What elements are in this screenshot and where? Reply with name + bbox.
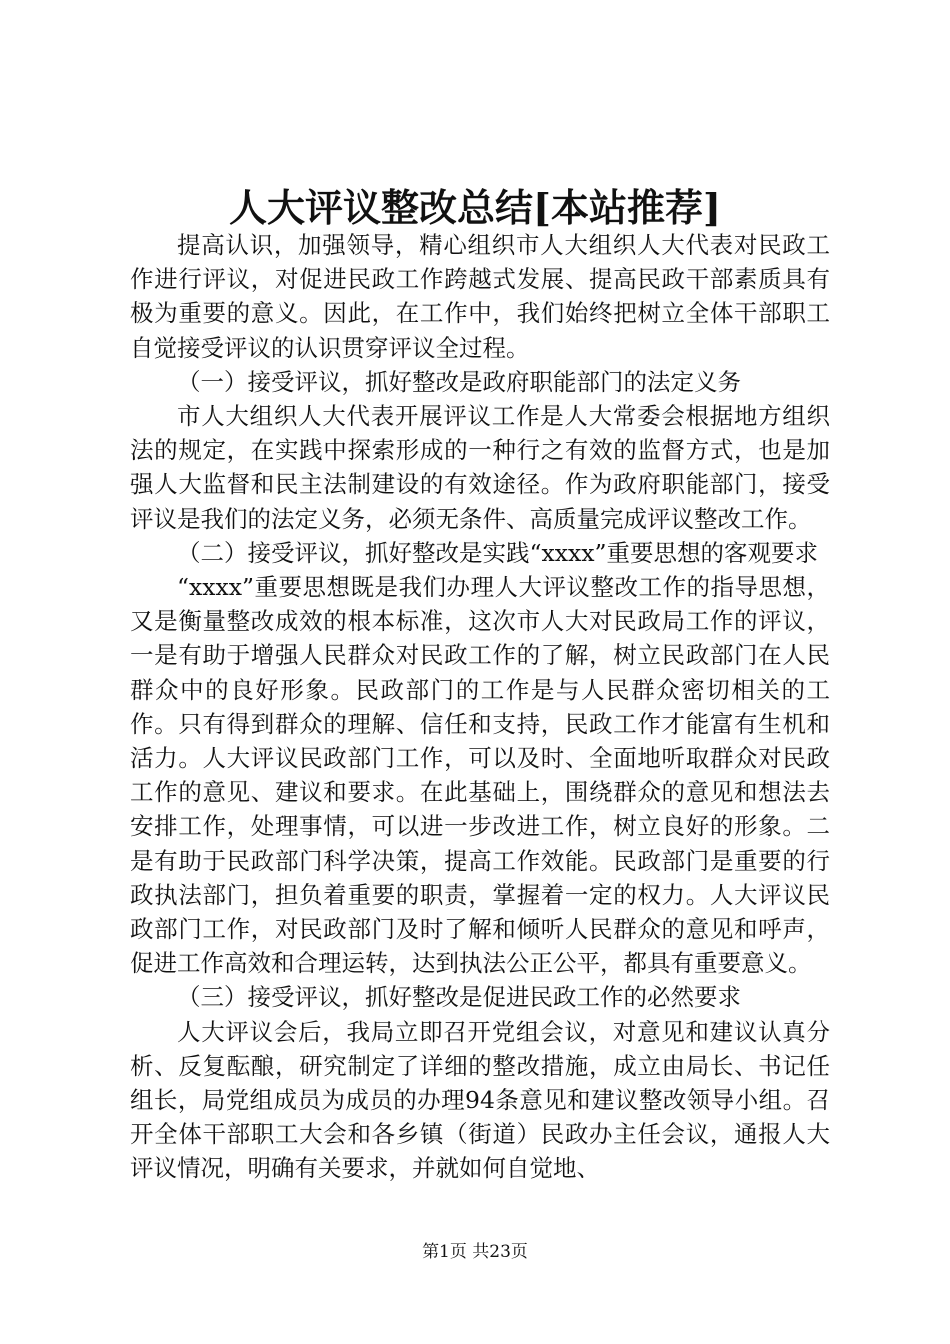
paragraph-section-3: 人大评议会后，我局立即召开党组会议，对意见和建议认真分析、反复酝酿，研究制定了详细的整改措施，成立由局长、书记任组长，局党组成员为成员的办理94条意见和建议整改领导小组。召开全体干部职工大会和各乡镇（街道）民政办主任会议，通报人大评议情况，明确有关要求，并就如何自觉地、: [130, 1017, 830, 1183]
document-title: 人大评议整改总结[本站推荐]: [229, 185, 721, 230]
section-heading-2: （二）接受评议，抓好整改是实践“xxxx”重要思想的客观要求: [177, 538, 819, 567]
paragraph-section-1: 市人大组织人大代表开展评议工作是人大常委会根据地方组织法的规定，在实践中探索形成的一种行之有效的监督方式，也是加强人大监督和民主法制建设的有效途径。作为政府职能部门，接受评议是我们的法定义务，必须无条件、高质量完成评议整改工作。: [130, 402, 830, 533]
section-heading-3: （三）接受评议，抓好整改是促进民政工作的必然要求: [177, 983, 741, 1012]
page-footer: 第1页 共23页: [422, 1242, 528, 1262]
section-heading-1: （一）接受评议，抓好整改是政府职能部门的法定义务: [177, 367, 741, 396]
paragraph-section-2: “xxxx”重要思想既是我们办理人大评议整改工作的指导思想，又是衡量整改成效的根本标准，这次市人大对民政局工作的评议，一是有助于增强人民群众对民政工作的了解，树立民政部门在人民群众中的良好形象。民政部门的工作是与人民群众密切相关的工作。只有得到群众的理解、信任和支持，民政工作才能富有生机和活力。人大评议民政部门工作，可以及时、全面地听取群众对民政工作的意见、建议和要求。在此基础上，围绕群众的意见和想法去安排工作，处理事情，可以进一步改进工作，树立良好的形象。二是有助于民政部门科学决策，提高工作效能。民政部门是重要的行政执法部门，担负着重要的职责，掌握着一定的权力。人大评议民政部门工作，对民政部门及时了解和倾听人民群众的意见和呼声，促进工作高效和合理运转，达到执法公正公平，都具有重要意义。: [130, 573, 830, 978]
document-body: [130, 228, 830, 1186]
paragraph-intro: 提高认识，加强领导，精心组织市人大组织人大代表对民政工作进行评议，对促进民政工作跨越式发展、提高民政干部素质具有极为重要的意义。因此，在工作中，我们始终把树立全体干部职工自觉接受评议的认识贯穿评议全过程。: [130, 231, 830, 362]
